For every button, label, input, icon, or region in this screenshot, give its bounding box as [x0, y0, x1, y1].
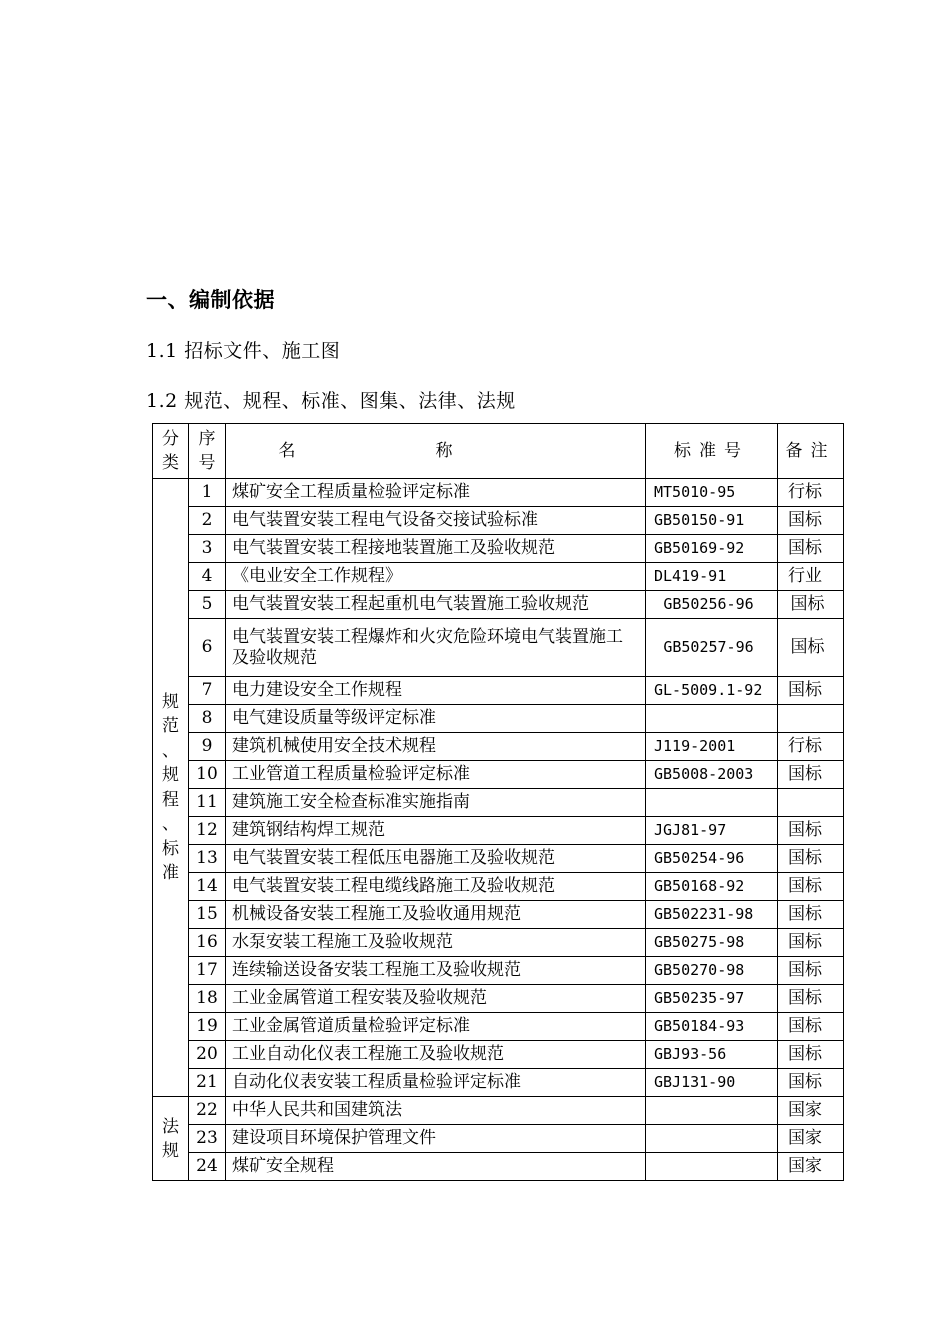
- table-row: [153, 929, 844, 957]
- standard-code: GB50256-96: [646, 591, 778, 619]
- standard-note: 国标: [778, 1013, 844, 1041]
- row-number: 16: [189, 929, 226, 957]
- section-heading: 一、编制依据: [146, 288, 275, 312]
- row-number: 7: [189, 677, 226, 705]
- row-number: 2: [189, 507, 226, 535]
- table-row: [153, 873, 844, 901]
- row-number: 9: [189, 733, 226, 761]
- standards-table: [152, 423, 844, 1181]
- standard-code: GBJ131-90: [646, 1069, 778, 1097]
- standard-code: GB50235-97: [646, 985, 778, 1013]
- row-number: 14: [189, 873, 226, 901]
- table-row: [153, 733, 844, 761]
- row-number: 18: [189, 985, 226, 1013]
- standard-name: 电气建设质量等级评定标准: [226, 705, 646, 733]
- subsection-heading-1-1: 1.1 招标文件、施工图: [146, 340, 341, 362]
- standard-note: [778, 705, 844, 733]
- table-row: [153, 563, 844, 591]
- row-number: 1: [189, 479, 226, 507]
- table-row: [153, 845, 844, 873]
- row-number: 6: [189, 619, 226, 677]
- standard-name: 自动化仪表安装工程质量检验评定标准: [226, 1069, 646, 1097]
- standard-code: GB5008-2003: [646, 761, 778, 789]
- row-number: 12: [189, 817, 226, 845]
- standard-name: 煤矿安全规程: [226, 1153, 646, 1181]
- standard-code: GB50275-98: [646, 929, 778, 957]
- table-header-row: [153, 424, 844, 479]
- standard-note: 国标: [778, 535, 844, 563]
- standard-name: 水泵安装工程施工及验收规范: [226, 929, 646, 957]
- table-row: [153, 985, 844, 1013]
- standard-code: GB50169-92: [646, 535, 778, 563]
- table-row: [153, 957, 844, 985]
- table-row: [153, 1041, 844, 1069]
- standard-name: 电气装置安装工程起重机电气装置施工验收规范: [226, 591, 646, 619]
- table-row: [153, 619, 844, 677]
- standard-note: 国家: [778, 1097, 844, 1125]
- row-number: 4: [189, 563, 226, 591]
- row-number: 19: [189, 1013, 226, 1041]
- standard-name: 工业管道工程质量检验评定标准: [226, 761, 646, 789]
- table-row: [153, 1013, 844, 1041]
- standard-name: 连续输送设备安装工程施工及验收规范: [226, 957, 646, 985]
- standard-code: [646, 1125, 778, 1153]
- standard-name: 电气装置安装工程接地装置施工及验收规范: [226, 535, 646, 563]
- standard-note: 国标: [778, 957, 844, 985]
- standard-name: 电气装置安装工程低压电器施工及验收规范: [226, 845, 646, 873]
- standard-note: 国标: [778, 507, 844, 535]
- standard-name: 工业金属管道工程安装及验收规范: [226, 985, 646, 1013]
- standard-note: 行标: [778, 479, 844, 507]
- standard-note: 国标: [778, 929, 844, 957]
- standard-name: 机械设备安装工程施工及验收通用规范: [226, 901, 646, 929]
- standard-note: 国标: [778, 873, 844, 901]
- header-name: 名称: [226, 424, 646, 479]
- row-number: 15: [189, 901, 226, 929]
- header-seq: 序 号: [189, 424, 226, 479]
- table-row: [153, 1097, 844, 1125]
- standard-name: 工业自动化仪表工程施工及验收规范: [226, 1041, 646, 1069]
- standard-name: 中华人民共和国建筑法: [226, 1097, 646, 1125]
- standard-name: 建筑施工安全检查标准实施指南: [226, 789, 646, 817]
- standard-note: 国家: [778, 1125, 844, 1153]
- standard-code: GB50254-96: [646, 845, 778, 873]
- header-code: 标准号: [646, 424, 778, 479]
- category-cell-1: 法 规: [153, 1097, 189, 1181]
- standard-name: 煤矿安全工程质量检验评定标准: [226, 479, 646, 507]
- standard-code: GB50184-93: [646, 1013, 778, 1041]
- standard-code: MT5010-95: [646, 479, 778, 507]
- standard-name: 建筑机械使用安全技术规程: [226, 733, 646, 761]
- table-row: [153, 1069, 844, 1097]
- table-row: [153, 1125, 844, 1153]
- standard-code: GB50270-98: [646, 957, 778, 985]
- standard-name: 电力建设安全工作规程: [226, 677, 646, 705]
- standard-note: 国标: [778, 817, 844, 845]
- standard-note: 国标: [778, 619, 844, 677]
- standard-code: GL-5009.1-92: [646, 677, 778, 705]
- standard-code: GBJ93-56: [646, 1041, 778, 1069]
- subsection-heading-1-2: 1.2 规范、规程、标准、图集、法律、法规: [146, 390, 516, 412]
- row-number: 3: [189, 535, 226, 563]
- table-row: [153, 705, 844, 733]
- standard-note: 国标: [778, 761, 844, 789]
- standard-note: 国标: [778, 591, 844, 619]
- standard-code: [646, 1097, 778, 1125]
- row-number: 10: [189, 761, 226, 789]
- row-number: 24: [189, 1153, 226, 1181]
- row-number: 13: [189, 845, 226, 873]
- table-row: [153, 591, 844, 619]
- table-row: [153, 677, 844, 705]
- standard-code: [646, 705, 778, 733]
- header-category: 分 类: [153, 424, 189, 479]
- standard-name: 建筑钢结构焊工规范: [226, 817, 646, 845]
- standard-code: GB50150-91: [646, 507, 778, 535]
- standard-code: J119-2001: [646, 733, 778, 761]
- standard-note: 国标: [778, 845, 844, 873]
- standard-code: [646, 789, 778, 817]
- standard-code: JGJ81-97: [646, 817, 778, 845]
- standard-note: 国标: [778, 1069, 844, 1097]
- row-number: 17: [189, 957, 226, 985]
- row-number: 5: [189, 591, 226, 619]
- table-row: [153, 817, 844, 845]
- standard-name: 电气装置安装工程电缆线路施工及验收规范: [226, 873, 646, 901]
- standard-note: 国标: [778, 1041, 844, 1069]
- row-number: 23: [189, 1125, 226, 1153]
- table-row: [153, 507, 844, 535]
- row-number: 20: [189, 1041, 226, 1069]
- table-row: [153, 479, 844, 507]
- standard-name: 工业金属管道质量检验评定标准: [226, 1013, 646, 1041]
- standard-note: 国标: [778, 985, 844, 1013]
- standard-name: 电气装置安装工程电气设备交接试验标准: [226, 507, 646, 535]
- header-note: 备注: [778, 424, 844, 479]
- standard-note: 国标: [778, 901, 844, 929]
- standard-code: GB50257-96: [646, 619, 778, 677]
- row-number: 8: [189, 705, 226, 733]
- standard-name: 《电业安全工作规程》: [226, 563, 646, 591]
- category-cell-0: 规 范 、 规 程 、 标 准: [153, 479, 189, 1097]
- row-number: 21: [189, 1069, 226, 1097]
- standard-code: GB50168-92: [646, 873, 778, 901]
- standard-note: 国标: [778, 677, 844, 705]
- table-row: [153, 1153, 844, 1181]
- standard-note: 行业: [778, 563, 844, 591]
- standard-note: [778, 789, 844, 817]
- standard-name: 建设项目环境保护管理文件: [226, 1125, 646, 1153]
- standard-code: [646, 1153, 778, 1181]
- row-number: 11: [189, 789, 226, 817]
- table-row: [153, 901, 844, 929]
- standard-code: DL419-91: [646, 563, 778, 591]
- table-row: [153, 535, 844, 563]
- standard-note: 国家: [778, 1153, 844, 1181]
- standard-code: GB502231-98: [646, 901, 778, 929]
- standard-note: 行标: [778, 733, 844, 761]
- table-row: [153, 789, 844, 817]
- standard-name: 电气装置安装工程爆炸和火灾危险环境电气装置施工及验收规范: [226, 619, 646, 677]
- table-row: [153, 761, 844, 789]
- row-number: 22: [189, 1097, 226, 1125]
